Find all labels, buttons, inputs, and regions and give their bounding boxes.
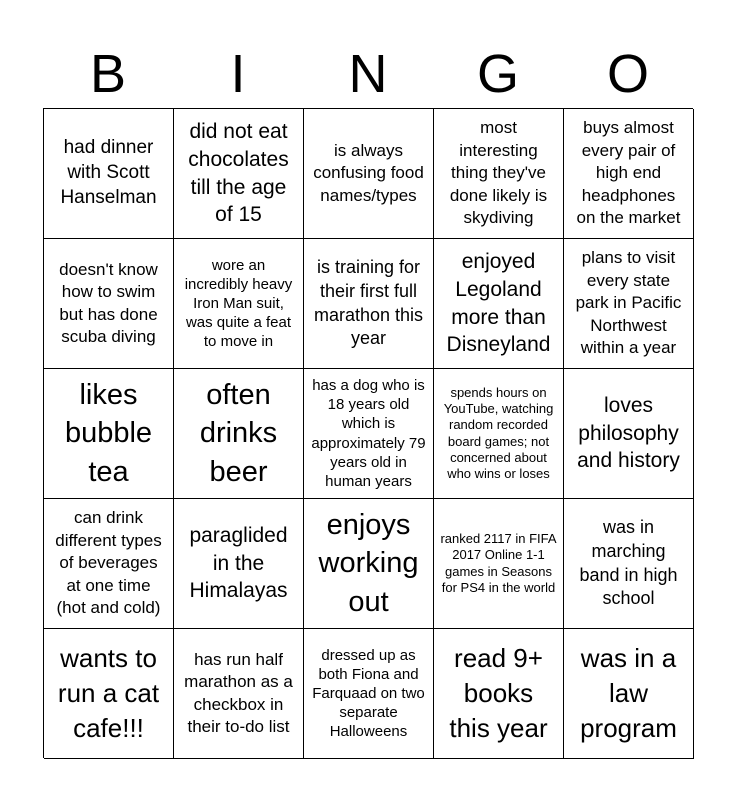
title-letter-o: O (606, 44, 649, 104)
bingo-cell-r3c4[interactable] (434, 369, 564, 499)
bingo-cell-r4c4[interactable] (434, 499, 564, 629)
bingo-cell-text: enjoyed Legoland more than Disneyland (446, 250, 551, 357)
bingo-cell-text: wore an incredibly heavy Iron Man suit, was quite a feat to move in (184, 256, 293, 351)
bingo-cell-r3c1[interactable] (44, 369, 174, 499)
bingo-cell-text: spends hours on YouTube, watching random recorded board games; not concerned about who wins or loses (443, 384, 554, 481)
bingo-board (43, 108, 693, 758)
bingo-cell-r5c2[interactable] (174, 629, 304, 759)
bingo-cell-r1c2[interactable] (174, 109, 304, 239)
bingo-cell-r4c3[interactable] (304, 499, 434, 629)
bingo-cell-text: often drinks beer (199, 379, 278, 488)
bingo-cell-r3c3[interactable] (304, 369, 434, 499)
bingo-cell-r5c4[interactable] (434, 629, 564, 759)
bingo-cell-r1c1[interactable] (44, 109, 174, 239)
bingo-cell-r4c1[interactable] (44, 499, 174, 629)
bingo-cell-text: can drink different types of beverages at one time (hot and cold) (55, 508, 162, 618)
bingo-cell-text: dressed up as both Fiona and Farquaad on two separate Halloweens (312, 646, 425, 741)
bingo-cell-text: did not eat chocolates till the age of 15 (188, 120, 289, 227)
bingo-cell-r2c3[interactable] (304, 239, 434, 369)
bingo-title (43, 40, 693, 108)
bingo-cell-r2c5[interactable] (564, 239, 694, 369)
bingo-cell-text: doesn't know how to swim but has done scuba diving (59, 259, 158, 346)
bingo-cell-r3c5[interactable] (564, 369, 694, 499)
bingo-cell-text: was in a law program (580, 643, 677, 743)
bingo-cell-r2c2[interactable] (174, 239, 304, 369)
bingo-cell-text: buys almost every pair of high end headphones on the market (576, 118, 681, 228)
title-letter-g: G (476, 44, 519, 104)
bingo-cell-r5c5[interactable] (564, 629, 694, 759)
bingo-cell-text: had dinner with Scott Hanselman (60, 137, 157, 208)
title-letter-n: N (348, 44, 388, 104)
bingo-cell-r5c3[interactable] (304, 629, 434, 759)
bingo-cell-r2c4[interactable] (434, 239, 564, 369)
bingo-cell-text: most interesting thing they've done likely is skydiving (449, 118, 548, 228)
bingo-cell-r1c5[interactable] (564, 109, 694, 239)
bingo-cell-text: is training for their first full marathon this year (313, 257, 424, 349)
bingo-cell-text: enjoys working out (318, 509, 419, 618)
bingo-cell-text: plans to visit every state park in Pacific Northwest within a year (575, 248, 682, 358)
bingo-cell-r2c1[interactable] (44, 239, 174, 369)
bingo-cell-r1c4[interactable] (434, 109, 564, 239)
title-letter-b: B (89, 44, 127, 104)
bingo-cell-text: paraglided in the Himalayas (189, 523, 288, 603)
bingo-cell-r4c5[interactable] (564, 499, 694, 629)
bingo-cell-text: ranked 2117 in FIFA 2017 Online 1-1 games in Seasons for PS4 in the world (440, 531, 557, 595)
bingo-cell-text: likes bubble tea (64, 379, 153, 488)
bingo-cell-text: read 9+ books this year (449, 643, 548, 743)
title-letter-i: I (230, 44, 246, 104)
bingo-cell-r5c1[interactable] (44, 629, 174, 759)
bingo-cell-text: was in marching band in high school (579, 517, 678, 609)
bingo-cell-r4c2[interactable] (174, 499, 304, 629)
bingo-cell-r3c2[interactable] (174, 369, 304, 499)
bingo-cell-text: is always confusing food names/types (313, 140, 424, 205)
bingo-cell-text: wants to run a cat cafe!!! (57, 643, 160, 743)
bingo-cell-text: has run half marathon as a checkbox in their to-do list (184, 649, 293, 736)
bingo-cell-text: loves philosophy and history (577, 393, 680, 473)
bingo-cell-r1c3[interactable] (304, 109, 434, 239)
bingo-cell-text: has a dog who is 18 years old which is approximately 79 years old in human years (311, 376, 426, 490)
